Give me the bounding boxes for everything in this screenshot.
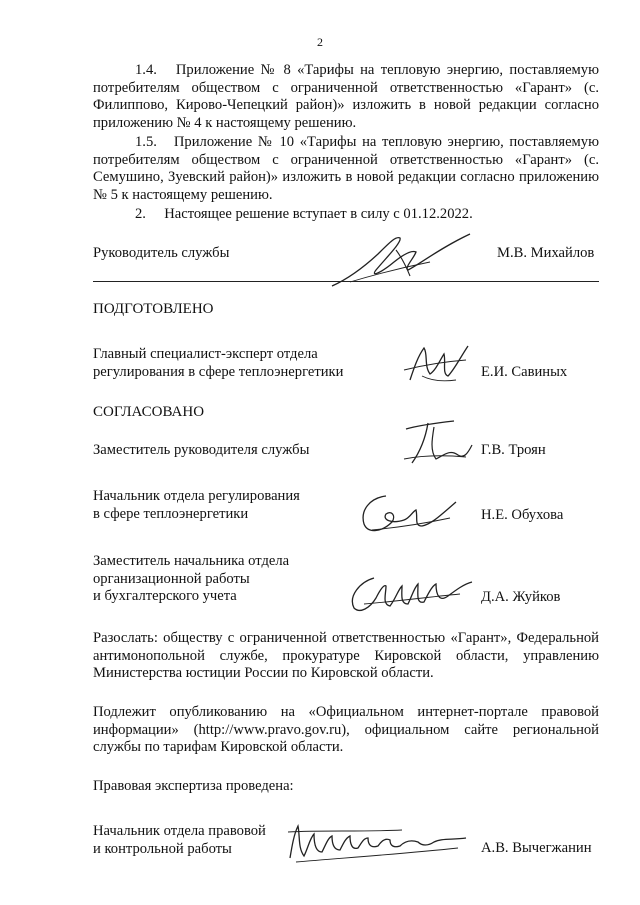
- position-line: и бухгалтерского учета: [93, 588, 237, 604]
- vychegzhanin-signature: [282, 818, 472, 866]
- obukhova-position: [93, 488, 300, 523]
- obukhova-signature: [352, 488, 462, 538]
- item-1-5: [93, 134, 599, 204]
- item-number: 2.: [135, 206, 146, 222]
- item-2: [135, 206, 473, 223]
- zhuykov-name: Д.А. Жуйков: [481, 589, 561, 605]
- troyan-position: Заместитель руководителя службы: [93, 442, 310, 458]
- position-line: Начальник отдела регулирования: [93, 488, 300, 504]
- prepared-name: Е.И. Савиных: [481, 364, 568, 380]
- page-number: 2: [317, 35, 323, 49]
- position-line: в сфере теплоэнергетики: [93, 505, 249, 522]
- position-line: Главный специалист-эксперт отдела: [93, 346, 318, 362]
- legal-review-name: А.В. Вычегжанин: [481, 840, 592, 856]
- savinykh-signature: [400, 340, 476, 388]
- position-line: Начальник отдела правовой: [93, 823, 266, 839]
- item-text: Настоящее решение вступает в силу с 01.12.2022.: [164, 206, 473, 222]
- position-line: регулирования в сфере теплоэнергетики: [93, 363, 344, 380]
- publication-text: Подлежит опубликованию на «Официальном интернет-портале правовой информации» (http://www.pravo.gov.ru), официальном сайте региональной службы по тарифам Кировской области.: [93, 704, 599, 755]
- troyan-signature: [398, 415, 476, 471]
- zhuykov-signature: [340, 568, 476, 618]
- prepared-position: [93, 346, 343, 381]
- zhuykov-position: [93, 553, 289, 606]
- prepared-title: ПОДГОТОВЛЕНО: [93, 301, 214, 317]
- head-name: М.В. Михайлов: [497, 245, 595, 261]
- position-line: и контрольной работы: [93, 840, 232, 857]
- legal-review-position: [93, 823, 266, 858]
- distribution-text: Разослать: обществу с ограниченной ответственностью «Гарант», Федеральной антимонопольной службе, прокуратуре Кировской области, управлению Министерства юстиции России по Кировской области.: [93, 630, 599, 681]
- head-position: Руководитель службы: [93, 245, 230, 261]
- separator-line: [93, 281, 599, 282]
- item-text: Приложение № 8 «Тарифы на тепловую энергию, поставляемую потребителям обществом с ограниченной ответственностью «Гарант» (с. Филиппово, Кирово-Чепецкий район)» изложить в новой редакции согласно приложению № 4 к настоящему решению.: [93, 62, 599, 131]
- item-text: Приложение № 10 «Тарифы на тепловую энергию, поставляемую потребителям обществом с ограниченной ответственностью «Гарант» (с. Семушино, Зуевский район)» изложить в новой редакции согласно приложению № 5 к настоящему решению.: [93, 134, 599, 203]
- item-1-4: [93, 62, 599, 132]
- position-line: Заместитель начальника отдела: [93, 553, 290, 569]
- obukhova-name: Н.Е. Обухова: [481, 507, 564, 523]
- troyan-name: Г.В. Троян: [481, 442, 546, 458]
- agreed-title: СОГЛАСОВАНО: [93, 404, 205, 420]
- item-number: 1.5.: [135, 134, 157, 150]
- item-number: 1.4.: [135, 62, 157, 78]
- legal-review-note: Правовая экспертиза проведена:: [93, 778, 294, 794]
- position-line: организационной работы: [93, 570, 250, 587]
